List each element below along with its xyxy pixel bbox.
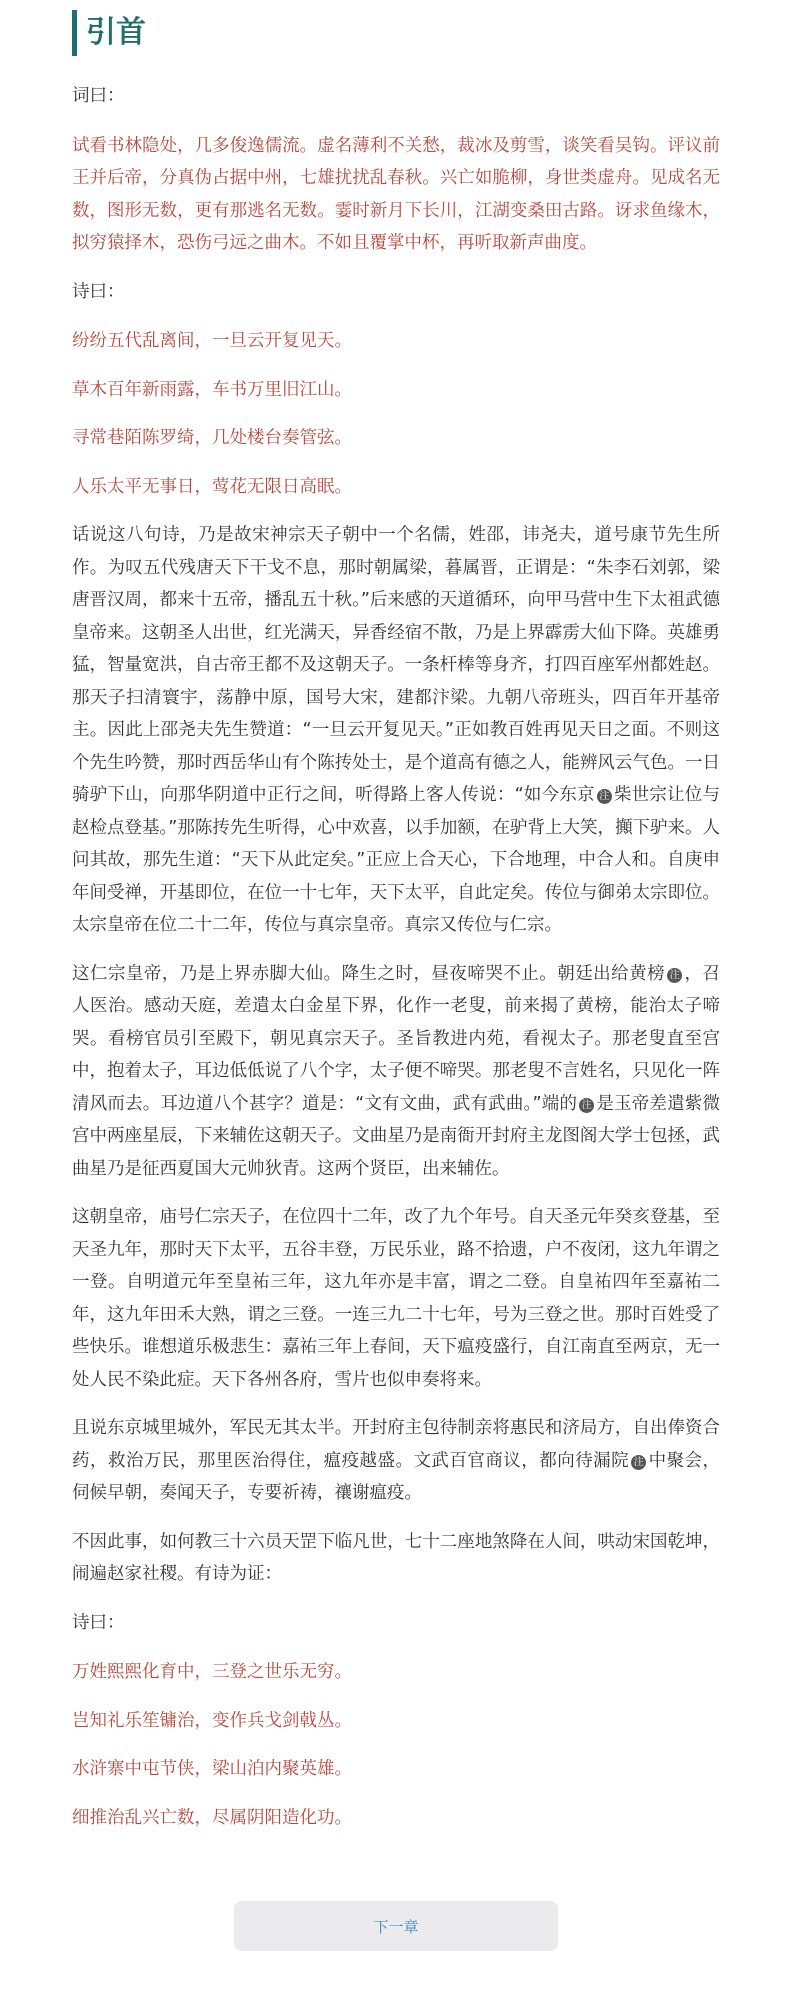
poem-line-1: 万姓熙熙化育中，三登之世乐无穷。 [72, 1662, 352, 1682]
paragraph-text: 是玉帝差遣紫微宫中两座星辰，下来辅佐这朝天子。文曲星乃是南衙开封府主龙图阁大学士包拯，武曲星乃是征西夏国大元帅狄青。这两个贤臣，出来辅佐。 [72, 1093, 721, 1179]
prose-paragraph [72, 1412, 720, 1510]
ci-label: 词曰： [72, 86, 125, 106]
prose-paragraph: 不因此事，如何教三十六员天罡下临凡世，七十二座地煞降在人间，哄动宋国乾坤，闹遍赵家社稷。有诗为证： [72, 1531, 720, 1584]
paragraph-text: 中聚会，伺候早朝，奏闻天子，专要祈祷，禳谢瘟疫。 [72, 1450, 721, 1503]
poem-line-3: 水浒寨中屯节侠，梁山泊内聚英雄。 [72, 1759, 352, 1779]
paragraph-text: 且说东京城里城外，军民无其太半。开封府主包待制亲将惠民和济局方，自出俸资合药，救治万民，那里医治得住，瘟疫越盛。文武百官商议，都向待漏院 [72, 1418, 720, 1471]
paragraph-text: ，召人医治。感动天庭，差遣太白金星下界，化作一老叟，前来揭了黄榜，能治太子啼哭。看榜官员引至殿下，朝见真宗天子。圣旨教进内苑，看视太子。那老叟直至宫中，抱着太子，耳边低低说了八个字，太子便不啼哭。那老叟不言姓名，只见化一阵清风而去。耳边道八个甚字？道是：“文有文曲，武有武曲。”端的 [72, 963, 721, 1114]
chapter-content [72, 10, 720, 1850]
prose-paragraph [72, 519, 720, 942]
poem-line-2: 岂知礼乐笙镛治，变作兵戈剑戟丛。 [72, 1710, 352, 1731]
annotation-marker[interactable]: 注 [579, 1098, 594, 1113]
annotation-marker[interactable]: 注 [597, 789, 612, 804]
prose-paragraph: 这朝皇帝，庙号仁宗天子，在位四十二年，改了九个年号。自天圣元年癸亥登基，至天圣九年，那时天下太平，五谷丰登，万民乐业，路不拾遗，户不夜闭，这九年谓之一登。自明道元年至皇祐三年，这九年亦是丰富，谓之二登。自皇祐四年至嘉祐二年，这九年田禾大熟，谓之三登。一连三九二十七年，号为三登之世。那时百姓受了些快乐。谁想道乐极悲生：嘉祐三年上春间，天下瘟疫盛行，自江南直至两京，无一处人民不染此症。天下各州各府，雪片也似申奏将来。 [72, 1207, 720, 1390]
annotation-marker[interactable]: 注 [667, 968, 682, 983]
chapter-navigation [234, 1901, 558, 1951]
annotation-marker[interactable]: 注 [631, 1455, 646, 1470]
poem-line-4: 细推治乱兴亡数，尽属阴阳造化功。 [72, 1807, 352, 1828]
poem-line-1: 纷纷五代乱离间，一旦云开复见天。 [72, 331, 352, 351]
poem-line-2: 草木百年新雨露，车书万里旧江山。 [72, 379, 352, 400]
poem-label: 诗曰： [72, 281, 125, 302]
paragraph-text: 话说这八句诗，乃是故宋神宗天子朝中一个名儒，姓邵，讳尧夫，道号康节先生所作。为叹五代残唐天下干戈不息，那时朝属梁，暮属晋，正谓是：“朱李石刘郭，梁唐晋汉周，都来十五帝，播乱五十秋。”后来感的天道循环，向甲马营中生下太祖武德皇帝来。这朝圣人出世，红光满天，异香经宿不散，乃是上界霹雳大仙下降。英雄勇猛，智量宽洪，自古帝王都不及这朝天子。一条杆棒等身齐，打四百座军州都姓赵。那天子扫清寰宇，荡静中原，国号大宋，建都汴梁。九朝八帝班头，四百年开基帝主。因此上邵尧夫先生赞道：“一旦云开复见天。”正如教百姓再见天日之面。不则这个先生吟赞，那时西岳华山有个陈抟处士，是个道高有德之人，能辨风云气色。一日骑驴下山，向那华阴道中正行之间，听得路上客人传说：“如今东京 [72, 525, 720, 805]
poem-line-4: 人乐太平无事日，莺花无限日高眠。 [72, 476, 352, 497]
chapter-title: 引首 [72, 10, 720, 56]
poem-label: 诗曰： [72, 1612, 125, 1633]
prose-paragraph [72, 958, 720, 1186]
ci-lyric: 试看书林隐处，几多俊逸儒流。虚名薄利不关愁，裁冰及剪雪，谈笑看吴钩。评议前王并后帝，分真伪占据中州，七雄扰扰乱春秋。兴亡如脆柳，身世类虚舟。见成名无数，图形无数，更有那逃名无数。霎时新月下长川，江湖变桑田古路。讶求鱼缘木，拟穷猿择木，恐伤弓远之曲木。不如且覆掌中杯，再听取新声曲度。 [72, 135, 720, 253]
paragraph-text: 柴世宗让位与赵检点登基。”那陈抟先生听得，心中欢喜，以手加额，在驴背上大笑，攧下驴来。人问其故，那先生道：“天下从此定矣。”正应上合天心，下合地理，中合人和。自庚申年间受禅，开基即位，在位一十七年，天下太平，自此定矣。传位与御弟太宗即位。太宗皇帝在位二十二年，传位与真宗皇帝。真宗又传位与仁宗。 [72, 785, 720, 935]
poem-line-3: 寻常巷陌陈罗绮，几处楼台奏管弦。 [72, 428, 352, 448]
paragraph-text: 这仁宗皇帝，乃是上界赤脚大仙。降生之时，昼夜啼哭不止。朝廷出给黄榜 [72, 963, 666, 984]
next-chapter-button[interactable]: 下一章 [234, 1901, 558, 1951]
